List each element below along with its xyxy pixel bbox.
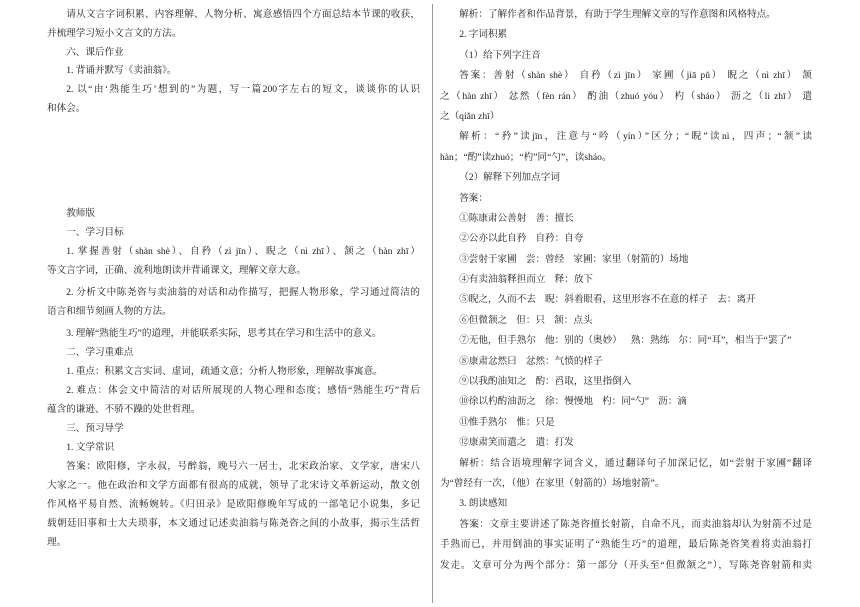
teacher-section [47,204,420,552]
glossary-item: ⑤睨之，久而不去 睨：斜着眼看，这里形容不在意的样子 去：离开 [459,294,756,306]
homework-item [47,62,420,81]
glossary-item: ⑥但微颔之 但：只 颔：点头 [459,314,593,326]
exercise-heading-pinyin: （1）给下列字注音 [459,49,541,61]
literature-answer [47,457,420,552]
glossary-item: ④有卖油翁释担而立 释：放下 [459,274,594,286]
literature-analysis: 解析：了解作者和作品背景，有助于学生理解文章的写作意图和风格特点。 [459,9,776,20]
paragraph-line: 手熟而已，并用倒油的事实证明了“熟能生巧”的道理，最后陈尧咨笑着将卖油翁打 [440,539,812,551]
summary-task-paragraph [47,6,420,44]
paragraph-line: 请从文言字词积累、内容理解、人物分析、寓意感悟四个方面总结本节课的收获， [66,9,420,20]
paragraph-line: 答案：善射（shàn shè） 自矜（zì jīn） 家圃（jiā pǔ） 睨之（nì zhī） 颔 [459,70,812,82]
glossary-item: ③尝射于家圃 尝：曾经 家圃：家里（射箭的）场地 [459,253,689,265]
glossary-list [440,209,812,454]
answer-label: 答案： [459,192,488,204]
glossary-item: ②公亦以此自矜 自矜：自夸 [459,233,584,245]
paragraph-line: 1. 背诵并默写《卖油翁》。 [66,65,177,77]
paragraph-line: 蕴含的谦逊、不骄不躁的处世哲理。 [47,404,201,415]
paragraph-line: 为“曾经有一次，（他）在家里（射箭的）场地射箭”。 [440,477,665,489]
objective-item [47,283,420,321]
paragraph-line: 2. 分析文中陈尧咨与卖油翁的对话和动作描写，把握人物形象，学习通过简洁的 [66,287,420,298]
objective-item [47,242,420,280]
section-heading-key-points: 二、学习重难点 [66,347,134,358]
paragraph-line: 大家之一。他在政治和文学方面都有很高的成就，领导了北宋诗文革新运动，散文创 [47,480,420,491]
paragraph-line: 语言和细节刻画人物的方法。 [47,306,172,317]
glossary-item: ①陈康肃公善射 善：擅长 [459,212,574,224]
paragraph-line: 解析：“矜”读jīn，注意与“吟（yín）”区分；“睨”读nì，四声；“颔”读 [459,131,812,143]
section-heading-objectives: 一、学习目标 [66,227,124,238]
objective-item [47,324,420,343]
glossary-item: ⑪惟手熟尔 惟：只是 [459,416,555,428]
paragraph-line: 2. 以“由‘熟能生巧’想到的”为题，写一篇200字左右的短文，谈谈你的认识 [66,84,420,96]
paragraph-line: 答案：欧阳修，字永叔，号醉翁，晚号六一居士，北宋政治家、文学家，唐宋八 [66,461,420,472]
homework-heading: 六、课后作业 [66,46,124,58]
paragraph-line: 理。 [47,537,67,548]
pinyin-analysis [440,127,812,168]
paragraph-line: 之（hàn zhī） 忿然（fèn rán） 酌油（zhuó yóu） 杓（sháo） 沥之（lì zhī） 遣 [440,90,812,102]
glossary-item: ⑦无他，但手熟尔 他：别的（奥妙） 熟：熟练 尔：同“耳”，相当于“罢了” [459,335,792,347]
paragraph-line: 解析：结合语境理解字词含义，通过翻译句子加深记忆，如“尝射于家圃”翻译 [459,457,812,469]
paragraph-line: 1. 重点：积累文言实词、虚词，疏通文意；分析人物形象，理解故事寓意。 [66,366,383,377]
paragraph-line: 作风格平易自然、流畅婉转。《归田录》是欧阳修晚年写成的一部笔记小说集，多记 [47,499,420,510]
subsection-heading-literature: 1. 文学常识 [66,442,115,453]
paragraph-line: 和体会。 [47,102,86,114]
paragraph-line: 等文言字词，正确、流利地朗读并背诵课文，理解文章大意。 [47,265,307,276]
right-column [440,5,812,576]
subsection-heading-vocabulary: 2. 字词积累 [459,29,508,41]
key-point-item [47,362,420,381]
paragraph-line: hàn；“酌”读zhuó；“杓”同“勺”，读sháo。 [440,151,612,163]
subsection-heading-reading: 3. 朗读感知 [459,498,508,510]
pinyin-answer [440,66,812,127]
glossary-item: ⑩徐以杓酌油沥之 徐：慢慢地 杓：同“勺” 沥：滴 [459,396,687,408]
key-point-item [47,381,420,419]
exercise-heading-glossary: （2）解释下列加点字词 [459,172,560,184]
paragraph-line: 载朝廷旧事和士大夫琐事，本文通过记述卖油翁与陈尧咨之间的小故事，揭示生活哲 [47,518,420,529]
paragraph-line: 1. 掌握善射（shàn shè）、自矜（zì jīn）、睨之（nì zhī）、颔之（hàn zhī） [66,246,420,257]
glossary-item: ⑫康肃笑而遣之 遣：打发 [459,437,574,449]
paragraph-line: 2. 难点：体会文中简洁的对话所展现的人物心理和态度；感悟“熟能生巧”背后 [66,385,420,396]
paragraph-line: 并梳理学习短小文言文的方法。 [47,27,182,39]
student-section [47,6,420,119]
section-heading-preview: 三、预习导学 [66,423,124,434]
paragraph-line: 发走。文章可分为两个部分：第一部分（开头至“但微颔之”），写陈尧咨射箭和卖 [440,559,812,571]
paragraph-line: 之（qiǎn zhī） [440,110,500,122]
homework-item [47,81,420,119]
column-divider [432,4,433,603]
paragraph-line: 答案：文章主要讲述了陈尧咨擅长射箭，自命不凡，而卖油翁却认为射箭不过是 [459,518,812,530]
glossary-item: ⑧康肃忿然曰 忿然：气愤的样子 [459,355,603,367]
glossary-item: ⑨以我酌油知之 酌：舀取，这里指倒入 [459,376,632,388]
reading-answer [440,515,812,576]
teacher-edition-label: 教师版 [66,208,95,219]
glossary-analysis [440,454,812,495]
paragraph-line: 3. 理解“熟能生巧”的道理，并能联系实际，思考其在学习和生活中的意义。 [66,328,382,339]
